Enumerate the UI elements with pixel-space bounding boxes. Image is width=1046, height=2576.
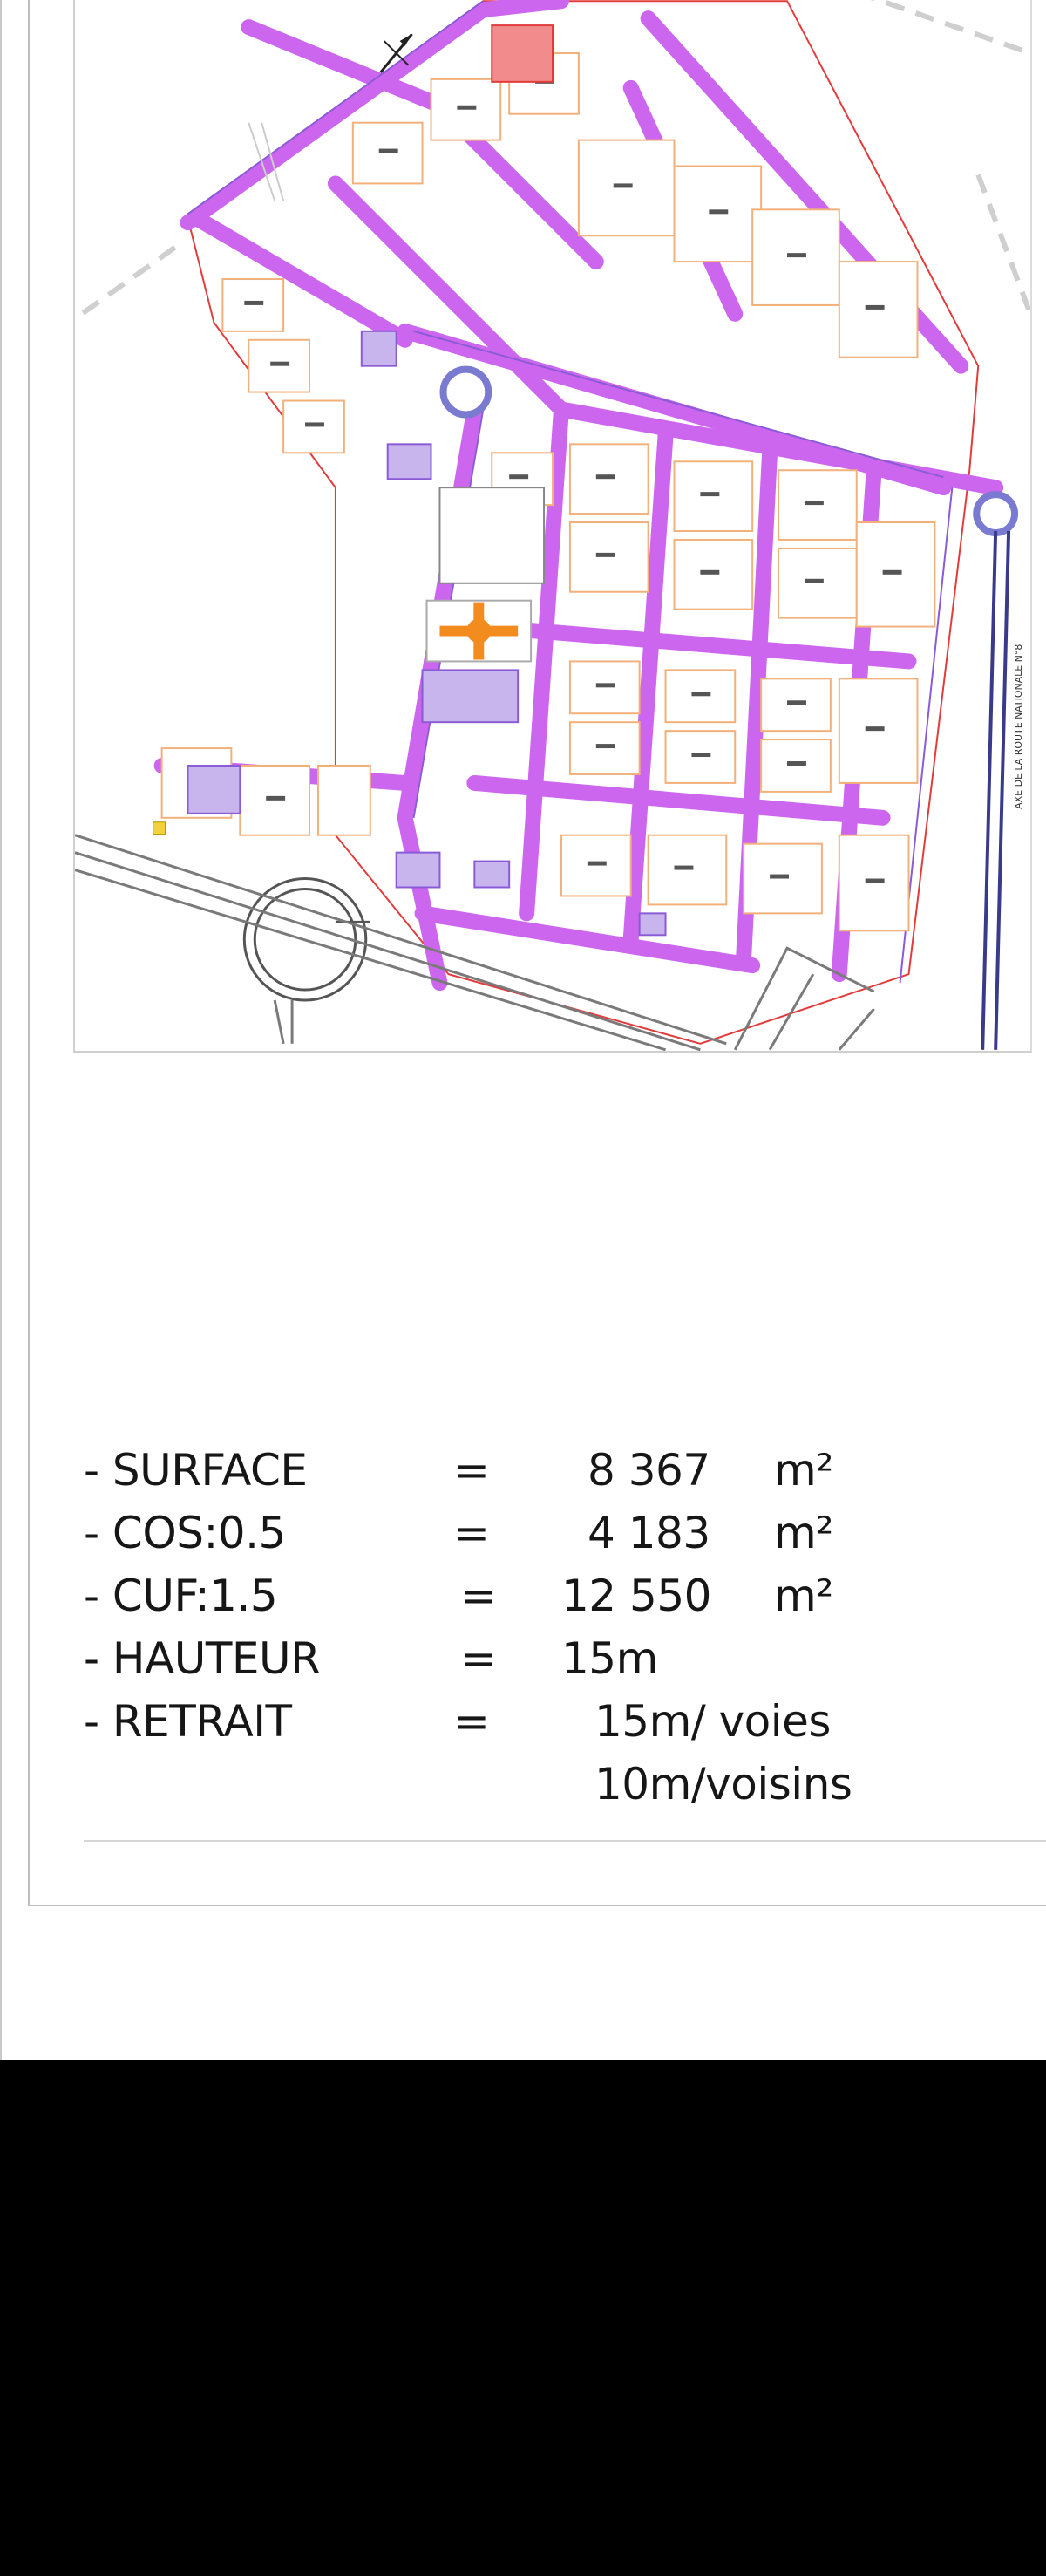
spec-cuf <box>84 1564 955 1627</box>
specifications-list <box>84 1439 955 1809</box>
spec-equals: = <box>453 1696 490 1747</box>
road-label: AXE DE LA ROUTE NATIONALE N°8 <box>1013 644 1025 809</box>
spec-label: - SURFACE <box>84 1445 308 1496</box>
spec-retrait <box>84 1690 955 1809</box>
spec-cos <box>84 1502 955 1564</box>
spec-hauteur <box>84 1627 955 1690</box>
spec-label: - HAUTEUR <box>84 1633 321 1684</box>
spec-unit: m² <box>774 1445 833 1496</box>
spec-equals: = <box>460 1571 497 1621</box>
highlighted-plot <box>492 25 553 82</box>
spec-label: - COS:0.5 <box>84 1508 286 1558</box>
subdivision-plan <box>73 0 1032 1053</box>
spec-unit: m² <box>774 1571 833 1621</box>
spec-value: 15m <box>561 1633 658 1684</box>
spec-equals: = <box>453 1508 490 1558</box>
spec-value: 8 367 <box>588 1445 710 1496</box>
spec-surface <box>84 1439 955 1502</box>
spec-equals: = <box>460 1633 497 1684</box>
spec-label: - CUF:1.5 <box>84 1571 278 1621</box>
yellow-marker <box>153 822 166 835</box>
spec-label: - RETRAIT <box>84 1696 292 1747</box>
spec-value: 4 183 <box>588 1508 710 1558</box>
spec-value: 12 550 <box>561 1571 711 1621</box>
equipment-block <box>439 487 544 583</box>
divider <box>84 1840 1046 1842</box>
plan-drawing <box>75 0 1030 1051</box>
page-edge <box>0 0 2 2060</box>
spec-value: 15m/ voies <box>594 1696 831 1747</box>
national-road <box>982 531 1009 1050</box>
orange-plaza <box>427 601 532 662</box>
spec-unit: m² <box>774 1508 833 1558</box>
spec-equals: = <box>453 1445 490 1496</box>
spec-continuation: 10m/voisins <box>594 1759 852 1809</box>
